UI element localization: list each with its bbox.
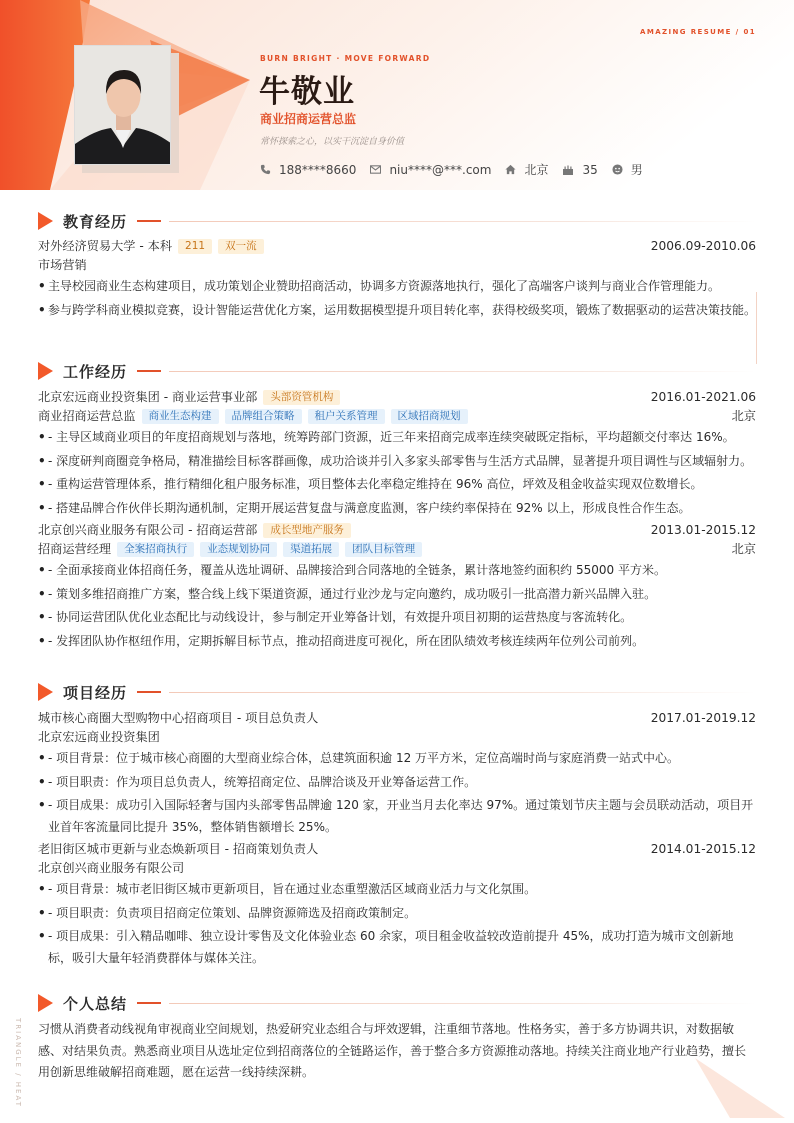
divider — [169, 221, 756, 222]
skill-tag: 全案招商执行 — [117, 542, 194, 557]
work-section — [38, 361, 756, 652]
phone-text: 188****8660 — [279, 162, 357, 177]
email-text: niu****@***.com — [389, 162, 492, 177]
job-period: 2016.01-2021.06 — [650, 390, 756, 404]
project-period: 2017.01-2019.12 — [650, 711, 756, 725]
cake-icon — [562, 164, 574, 175]
job-header — [38, 520, 756, 540]
contact-city — [505, 161, 548, 178]
home-icon — [505, 164, 516, 175]
list-item: • - 项目背景：位于城市核心商圈的大型商业综合体，总建筑面积逾 12 万平方米，定位高端时尚与家庭消费一站式中心。 — [38, 748, 756, 770]
edu-badge: 双一流 — [218, 239, 264, 254]
list-item: • - 主导区域商业项目的年度招商规划与落地，统筹跨部门资源，近三年来招商完成率连续突破既定指标，平均超额交付率达 16%。 — [38, 427, 756, 449]
list-item: • - 发挥团队协作枢纽作用，定期拆解目标节点，推动招商进度可视化，所在团队绩效考核连续两年位列公司前列。 — [38, 631, 756, 653]
project-header — [38, 839, 756, 859]
project-entry — [38, 708, 756, 838]
profile-photo — [74, 45, 171, 165]
major: 市场营销 — [38, 258, 87, 272]
edu-badge: 211 — [178, 239, 212, 254]
contact-email — [370, 163, 491, 177]
city-text: 北京 — [524, 163, 549, 177]
triangle-icon — [38, 683, 53, 701]
skill-tag: 渠道拓展 — [283, 542, 339, 557]
side-label: TRIANGLE / HEAT — [14, 1018, 22, 1108]
mail-icon — [370, 165, 381, 174]
list-item: • - 项目成果：成功引入国际轻奢与国内头部零售品牌逾 120 家，开业当月去化率达 97%。通过策划节庆主题与会员联动活动，项目开业首年客流量同比提升 35%，整体销售额增长 25%。 — [38, 795, 756, 838]
project-bullets — [38, 748, 756, 838]
projects-heading — [38, 682, 756, 702]
list-item: • - 搭建品牌合作伙伴长期沟通机制，定期开展运营复盘与满意度监测，客户续约率保持在 92% 以上，形成良性合作生态。 — [38, 498, 756, 520]
section-title: 教育经历 — [63, 212, 128, 231]
education-bullets — [38, 276, 756, 321]
job-header — [38, 387, 756, 407]
divider — [169, 692, 756, 693]
divider — [137, 220, 161, 222]
candidate-name: 牛敬业 — [259, 74, 355, 110]
age-text: 35 — [582, 162, 598, 177]
skill-tag: 租户关系管理 — [308, 409, 385, 424]
projects-section — [38, 682, 756, 969]
list-item: • - 重构运营管理体系，推行精细化租户服务标准，项目整体去化率稳定维持在 96% 高位，坪效及租金收益实现双位数增长。 — [38, 474, 756, 496]
job-role-row — [38, 540, 756, 558]
user-icon — [612, 164, 623, 175]
list-item: • - 项目背景：城市老旧街区城市更新项目，旨在通过业态重塑激活区域商业活力与文化氛围。 — [38, 879, 756, 901]
summary-heading — [38, 993, 756, 1013]
company-badge: 成长型地产服务 — [263, 523, 351, 538]
job-entry — [38, 520, 756, 652]
job-period: 2013.01-2015.12 — [650, 523, 756, 537]
job-bullets — [38, 560, 756, 652]
job-role-row — [38, 407, 756, 425]
education-heading — [38, 211, 756, 231]
gender-text: 男 — [630, 163, 643, 177]
skill-tag: 品牌组合策略 — [225, 409, 302, 424]
education-section — [38, 211, 756, 321]
project-period: 2014.01-2015.12 — [650, 842, 756, 856]
skill-tag: 团队目标管理 — [345, 542, 422, 557]
list-item: • - 项目职责：作为项目总负责人，统筹招商定位、品牌洽谈及开业筹备运营工作。 — [38, 772, 756, 794]
school-name: 对外经济贸易大学 - 本科 — [38, 239, 173, 253]
section-title: 项目经历 — [63, 683, 128, 702]
section-title: 个人总结 — [63, 994, 128, 1013]
divider — [169, 1003, 756, 1004]
project-name: 老旧街区城市更新与业态焕新项目 - 招商策划负责人 — [38, 842, 319, 856]
skill-tag: 商业生态构建 — [142, 409, 219, 424]
contact-bar — [260, 161, 657, 178]
company-name: 北京创兴商业服务有限公司 - 招商运营部 — [38, 523, 258, 537]
project-org: 北京创兴商业服务有限公司 — [38, 861, 185, 875]
tagline: 常怀探索之心，以实干沉淀自身价值 — [260, 137, 405, 147]
contact-gender — [612, 161, 643, 178]
education-row — [38, 236, 756, 256]
list-item: • - 项目成果：引入精品咖啡、独立设计零售及文化体验业态 60 余家，项目租金收益较改造前提升 45%，成功打造为城市文创新地标，吸引大量年轻消费群体与媒体关注。 — [38, 926, 756, 969]
role-name: 商业招商运营总监 — [38, 409, 136, 423]
job-title: 商业招商运营总监 — [260, 112, 357, 126]
project-header — [38, 708, 756, 728]
triangle-icon — [38, 362, 53, 380]
company-name: 北京宏远商业投资集团 - 商业运营事业部 — [38, 390, 258, 404]
resume-tag: AMAZING RESUME / 01 — [640, 28, 756, 36]
divider — [137, 370, 161, 372]
contact-age — [562, 163, 597, 177]
avatar-icon — [75, 46, 171, 165]
skill-tag: 区域招商规划 — [391, 409, 468, 424]
job-city: 北京 — [731, 409, 756, 423]
job-city: 北京 — [731, 542, 756, 556]
section-title: 工作经历 — [63, 362, 128, 381]
project-name: 城市核心商圈大型购物中心招商项目 - 项目总负责人 — [38, 711, 319, 725]
role-name: 招商运营经理 — [38, 542, 112, 556]
accent-line — [756, 292, 757, 364]
divider — [137, 691, 161, 693]
list-item: • - 策划多维招商推广方案，整合线上线下渠道资源，通过行业沙龙与定向邀约，成功吸引一批高潜力新兴品牌入驻。 — [38, 584, 756, 606]
list-item: • - 全面承接商业体招商任务，覆盖从选址调研、品牌接洽到合同落地的全链条，累计落地签约面积约 55000 平方米。 — [38, 560, 756, 582]
list-item: • - 深度研判商圈竞争格局，精准描绘目标客群画像，成功洽谈并引入多家头部零售与生活方式品牌，显著提升项目调性与区域辐射力。 — [38, 451, 756, 473]
project-org: 北京宏远商业投资集团 — [38, 730, 160, 744]
job-entry — [38, 387, 756, 519]
divider — [137, 1002, 161, 1004]
corner-decoration — [690, 1058, 794, 1123]
list-item: • 参与跨学科商业模拟竞赛，设计智能运营优化方案，运用数据模型提升项目转化率，获得校级奖项，锻炼了数据驱动的运营决策技能。 — [38, 300, 756, 322]
triangle-icon — [38, 212, 53, 230]
job-bullets — [38, 427, 756, 519]
list-item: • - 协同运营团队优化业态配比与动线设计，参与制定开业筹备计划，有效提升项目初期的运营热度与客流转化。 — [38, 607, 756, 629]
summary-text: 习惯从消费者动线视角审视商业空间规划，热爱研究业态组合与坪效逻辑，注重细节落地。性格务实，善于多方协调共识，对数据敏感、对结果负责。熟悉商业项目从选址定位到招商落位的全链路运作，善于整合多方资源推动落地。持续关注商业地产行业趋势，擅长用创新思维破解招商难题，愿在运营一线持续深耕。 — [38, 1022, 747, 1079]
skill-tag: 业态规划协同 — [200, 542, 277, 557]
list-item: • - 项目职责：负责项目招商定位策划、品牌资源筛选及招商政策制定。 — [38, 903, 756, 925]
summary-section — [38, 993, 756, 1084]
list-item: • 主导校园商业生态构建项目，成功策划企业赞助招商活动，协调多方资源落地执行，强化了高端客户谈判与商业合作管理能力。 — [38, 276, 756, 298]
edu-period: 2006.09-2010.06 — [650, 239, 756, 253]
project-bullets — [38, 879, 756, 969]
motto: BURN BRIGHT · MOVE FORWARD — [260, 54, 431, 63]
project-entry — [38, 839, 756, 969]
contact-phone — [260, 163, 356, 177]
phone-icon — [260, 164, 271, 175]
triangle-icon — [38, 994, 53, 1012]
divider — [169, 371, 756, 372]
company-badge: 头部资管机构 — [263, 390, 340, 405]
work-heading — [38, 361, 756, 381]
